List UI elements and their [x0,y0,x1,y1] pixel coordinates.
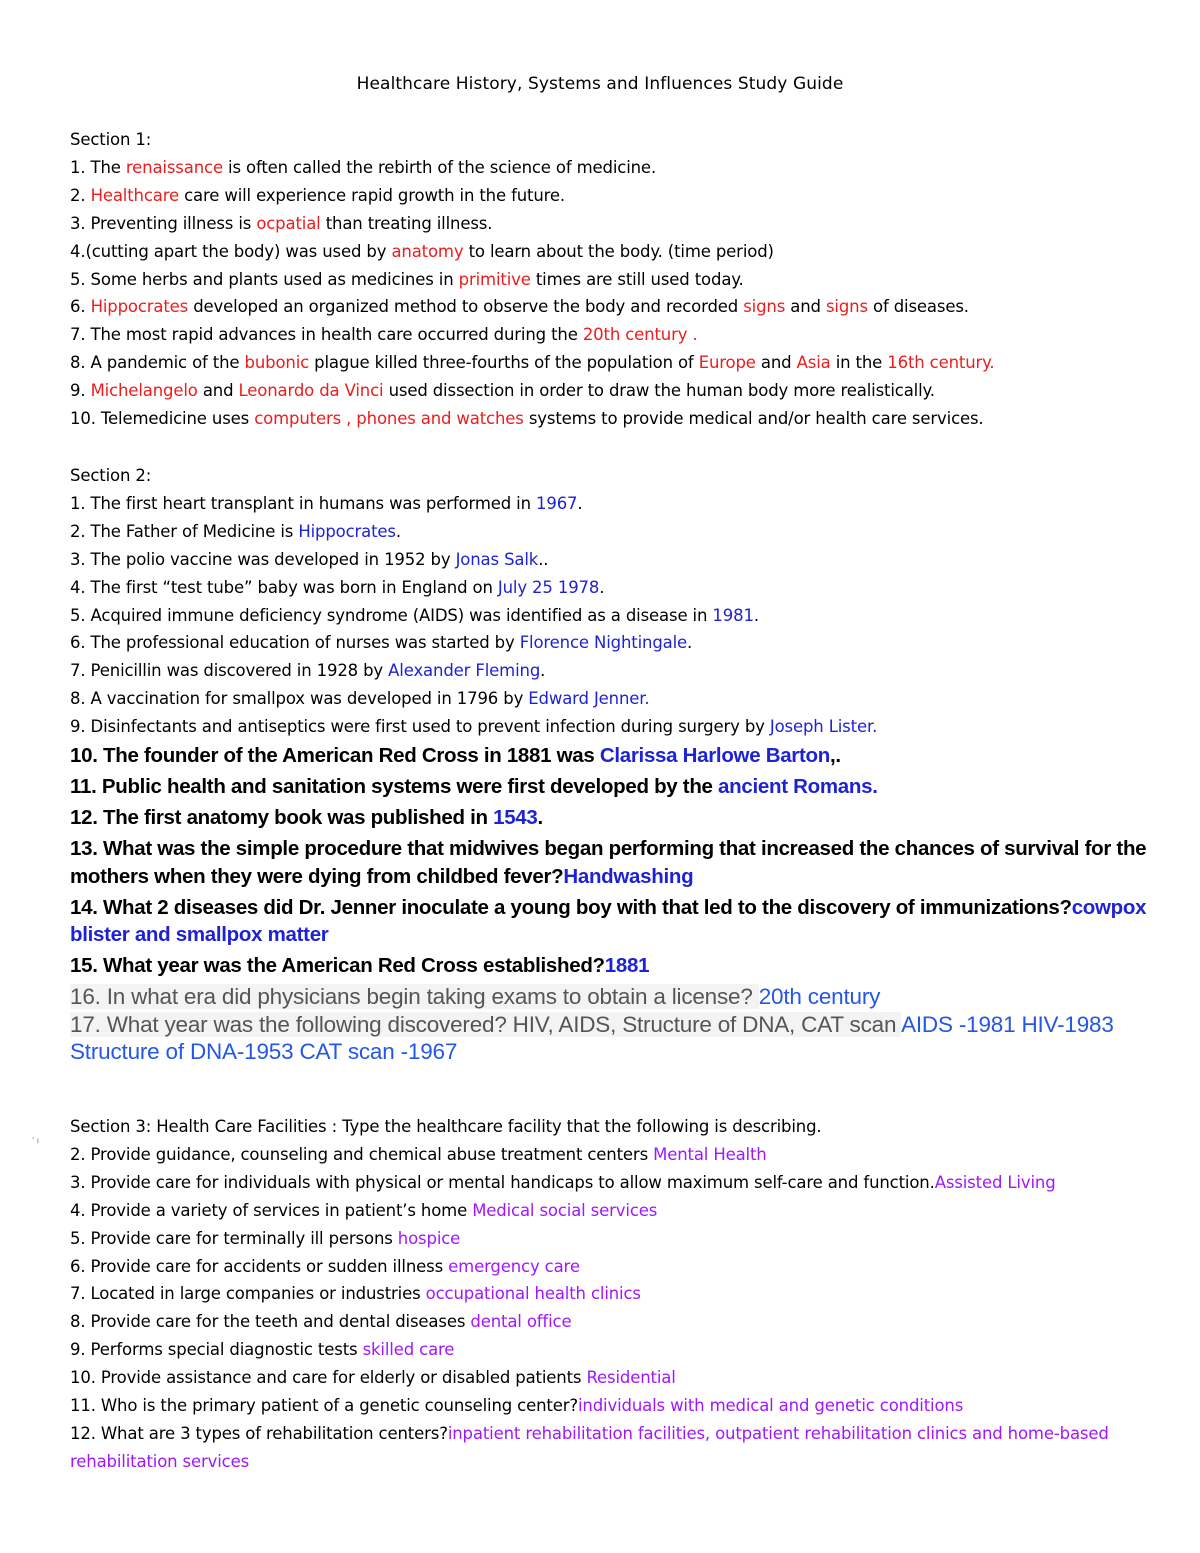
section-2-answer: Joseph Lister. [769,717,878,737]
section-2-bold-answer: 1543 [493,806,538,830]
section-3-text: Performs special diagnostic tests [85,1340,363,1360]
section-3-text: Provide assistance and care for elderly or disabled patients [95,1368,587,1388]
section-1-item [70,266,1150,294]
section-1-answer: Europe [698,353,756,373]
section-1-text: is often called the rebirth of the science of medicine. [222,157,657,177]
section-1-text: Some herbs and plants used as medicines in [85,269,459,289]
section-1-answer: Leonardo da Vinci [238,381,384,401]
section-3-item [70,1141,1150,1169]
section-2-text: . [395,521,401,541]
section-2-text: Penicillin was discovered in 1928 by [85,661,389,681]
section-2-item [70,685,1150,713]
section-1-text: The [85,157,126,177]
section-1-text: times are still used today. [530,269,744,289]
section-3-answer: Assisted Living [934,1172,1056,1192]
section-3-item [70,1280,1150,1308]
section-1-item-number: 6. [70,297,86,317]
section-3-heading [70,1113,1150,1141]
section-2-item [70,574,1150,602]
section-2-text: . [599,577,605,597]
section-2-answer: 1981 [712,605,754,625]
section-2-item [70,602,1150,630]
section-1-answer: bubonic [244,353,310,373]
section-2-bold-item-number: 12. [70,806,98,830]
section-2-bold-item-number: 11. [70,775,97,799]
section-3-item-number: 10. [70,1368,96,1388]
section-3-text: Provide care for the teeth and dental diseases [85,1312,471,1332]
section-2 [70,462,1150,1066]
margin-mark: ' ı [32,1136,39,1145]
section-2-text: The polio vaccine was developed in 1952 by [85,549,456,569]
section-2-bold-text: ,. [829,744,841,768]
section-2-text: . [577,493,583,513]
section-2-item-number: 8. [70,689,86,709]
section-2-bold-item [70,952,1150,979]
section-3-text: Located in large companies or industries [85,1284,426,1304]
section-3-answer: Medical social services [472,1200,658,1220]
section-1-text: in the [830,353,888,373]
section-2-bold-answer: 1881 [604,954,650,978]
section-2-item-number: 9. [70,717,86,737]
section-2-item-number: 7. [70,661,86,681]
section-1-item [70,238,1150,266]
section-2-item [70,518,1150,546]
section-1-item-number: 5. [70,269,86,289]
section-3-answer: individuals with medical and genetic conditions [577,1396,964,1416]
section-2-answer: July 25 1978 [497,577,600,597]
section-2-text: The first “test tube” baby was born in England on [85,577,498,597]
section-2-text: .. [538,549,549,569]
section-3-item [70,1225,1150,1253]
section-2-text: . [540,661,546,681]
section-1-item [70,293,1150,321]
section-1-text: (cutting apart the body) was used by [85,241,392,261]
section-1-answer: anatomy [391,241,464,261]
section-1-answer: Healthcare [90,185,179,205]
section-3-text: Who is the primary patient of a genetic counseling center? [95,1396,578,1416]
section-1-text: Preventing illness is [85,213,257,233]
section-1-item-number: 8. [70,353,86,373]
section-1-item [70,321,1150,349]
section-3-answer: occupational health clinics [425,1284,641,1304]
section-2-answer: Alexander Fleming [388,661,541,681]
section-1-item [70,377,1150,405]
section-2-item-number: 1. [70,493,86,513]
section-2-text: . [753,605,759,625]
section-2-bold-item [70,742,1150,769]
section-2-item-number: 2. [70,521,86,541]
section-3-item-number: 12. [70,1423,96,1443]
section-3-text: What are 3 types of rehabilitation centers? [95,1423,448,1443]
section-2-item-number: 5. [70,605,86,625]
section-2-list [70,490,1150,741]
section-1-text: and [785,297,826,317]
section-1-text: to learn about the body. (time period) [463,241,774,261]
section-2-text: Disinfectants and antiseptics were first used to prevent infection during surgery by [85,717,770,737]
section-2-bold-item-number: 10. [70,744,98,768]
section-3-item-number: 6. [70,1256,86,1276]
section-3-item [70,1197,1150,1225]
section-2-arial-list [70,983,1150,1065]
section-1-item-number: 4. [70,241,86,261]
section-2-bold-text: Public health and sanitation systems were first developed by the [96,775,719,799]
section-3-text: Provide care for terminally ill persons [85,1228,398,1248]
section-2-question-answer: AIDS -1981 HIV-1983 Structure of DNA-1953 CAT scan -1967 [70,1011,1114,1065]
section-1-text: developed an organized method to observe the body and recorded [188,297,744,317]
section-3-item-number: 5. [70,1228,86,1248]
section-3-item-number: 2. [70,1144,86,1164]
section-3-answer: emergency care [448,1256,580,1276]
section-2-text: The professional education of nurses was started by [85,633,520,653]
section-1-item [70,154,1150,182]
section-3-answer: dental office [470,1312,572,1332]
section-2-item-number: 6. [70,633,86,653]
section-3-item-number: 4. [70,1200,86,1220]
section-2-question-item [70,1011,1150,1066]
section-2-text: The first heart transplant in humans was performed in [85,493,537,513]
section-2-answer: Edward Jenner. [528,689,650,709]
section-1-answer: Hippocrates [90,297,189,317]
section-3-item-number: 3. [70,1172,86,1192]
section-3-list [70,1141,1150,1476]
section-2-item [70,629,1150,657]
section-3-item [70,1308,1150,1336]
section-2-question-item [70,983,1150,1010]
section-1-answer: Asia [796,353,831,373]
section-2-item [70,713,1150,741]
section-3-answer: inpatient rehabilitation facilities, outpatient rehabilitation clinics and home-based rehabilitation services [70,1423,1109,1471]
section-2-bold-answer: ancient Romans. [718,775,878,799]
section-3-text: Provide care for individuals with physical or mental handicaps to allow maximum self-care and function. [85,1172,935,1192]
section-2-question-answer: 20th century [758,984,881,1010]
section-1-item [70,405,1150,433]
section-2-item-number: 3. [70,549,86,569]
section-2-answer: Florence Nightingale [519,633,688,653]
section-2-bold-answer: Handwashing [563,864,694,888]
section-2-bold-item [70,773,1150,800]
section-1-text: plague killed three-fourths of the population of [309,353,699,373]
section-3-item-number: 9. [70,1340,86,1360]
section-3-text: Provide care for accidents or sudden illness [85,1256,449,1276]
section-2-answer: 1967 [536,493,578,513]
section-1-text: and [755,353,797,373]
section-2-bold-text: What 2 diseases did Dr. Jenner inoculate a young boy with that led to the discovery of immunizations? [97,895,1072,919]
section-3-item-number: 8. [70,1312,86,1332]
section-1-text: than treating illness. [320,213,493,233]
section-2-question-text: 17. What year was the following discovered? HIV, AIDS, Structure of DNA, CAT scan [70,1011,902,1037]
section-2-text: . [687,633,693,653]
section-1-text: Telemedicine uses [95,409,255,429]
section-1-text: systems to provide medical and/or health care services. [523,409,984,429]
section-2-bold-item [70,835,1150,890]
section-3-item [70,1336,1150,1364]
section-2-bold-item-number: 13. [70,837,98,861]
section-2-answer: Jonas Salk [455,549,539,569]
section-3-item-number: 11. [70,1396,96,1416]
section-3-item [70,1169,1150,1197]
section-1-item [70,182,1150,210]
section-1 [70,126,1150,433]
section-1-answer: 20th century . [582,325,698,345]
section-2-bold-answer: cowpox blister and smallpox matter [70,895,1147,947]
section-2-bold-list [70,742,1150,980]
section-1-item [70,210,1150,238]
section-1-heading: Section 1: [70,130,152,149]
section-1-answer: primitive [458,269,531,289]
section-1-item-number: 9. [70,381,86,401]
section-3-answer: Residential [586,1368,676,1388]
section-2-item [70,490,1150,518]
section-1-text: and [197,381,239,401]
section-1-item-number: 2. [70,185,86,205]
section-3-item [70,1392,1150,1420]
section-2-text: The Father of Medicine is [85,521,299,541]
section-1-list [70,154,1150,433]
section-1-answer: computers , phones and watches [254,409,524,429]
section-1-text: care will experience rapid growth in the future. [179,185,566,205]
section-3-answer: Mental Health [653,1144,767,1164]
section-1-item-number: 1. [70,157,86,177]
section-2-bold-text: The founder of the American Red Cross in 1881 was [97,744,600,768]
section-3-answer: skilled care [362,1340,455,1360]
section-2-bold-text: What year was the American Red Cross established? [97,954,605,978]
section-3-item [70,1364,1150,1392]
section-1-text: used dissection in order to draw the human body more realistically. [383,381,935,401]
section-1-answer: signs [825,297,868,317]
section-1-answer: ocpatial [256,213,321,233]
section-1-item-number: 7. [70,325,86,345]
section-2-text: Acquired immune deficiency syndrome (AIDS) was identified as a disease in [85,605,713,625]
section-2-bold-answer: Clarissa Harlowe Barton [599,744,830,768]
section-2-bold-text: What was the simple procedure that midwives began performing that increased the chances of survival for the mothers when they were dying from childbed fever? [70,837,1147,888]
section-3-item [70,1420,1150,1476]
section-1-answer: Michelangelo [90,381,198,401]
section-3-instructions: Health Care Facilities : Type the healthcare facility that the following is describing. [151,1117,822,1136]
section-1-text: A pandemic of the [85,353,245,373]
section-3 [70,1113,1150,1476]
section-2-bold-item [70,894,1150,949]
section-1-answer: renaissance [125,157,223,177]
section-2-bold-item [70,804,1150,831]
section-3-item [70,1253,1150,1281]
section-3-answer: hospice [397,1228,461,1248]
section-2-heading: Section 2: [70,466,152,485]
section-1-answer: 16th century. [887,353,995,373]
section-2-item [70,657,1150,685]
section-2-item [70,546,1150,574]
section-1-item-number: 10. [70,409,96,429]
section-3-text: Provide a variety of services in patient’s home [85,1200,473,1220]
section-2-answer: Hippocrates [298,521,396,541]
section-1-item-number: 3. [70,213,86,233]
section-1-text: The most rapid advances in health care occurred during the [85,325,583,345]
section-2-bold-item-number: 15. [70,954,98,978]
document-title: Healthcare History, Systems and Influences Study Guide [356,74,844,94]
section-1-answer: signs [743,297,786,317]
section-3-item-number: 7. [70,1284,86,1304]
section-2-item-number: 4. [70,577,86,597]
section-2-bold-text: The first anatomy book was published in [97,806,494,830]
section-1-text: of diseases. [867,297,969,317]
section-2-bold-item-number: 14. [70,895,98,919]
section-1-item [70,349,1150,377]
section-3-label: Section 3: [70,1117,152,1136]
section-3-text: Provide guidance, counseling and chemical abuse treatment centers [85,1144,654,1164]
section-2-question-text: 16. In what era did physicians begin taking exams to obtain a license? [70,984,759,1010]
section-2-text: A vaccination for smallpox was developed in 1796 by [85,689,529,709]
section-2-bold-text: . [537,806,543,830]
